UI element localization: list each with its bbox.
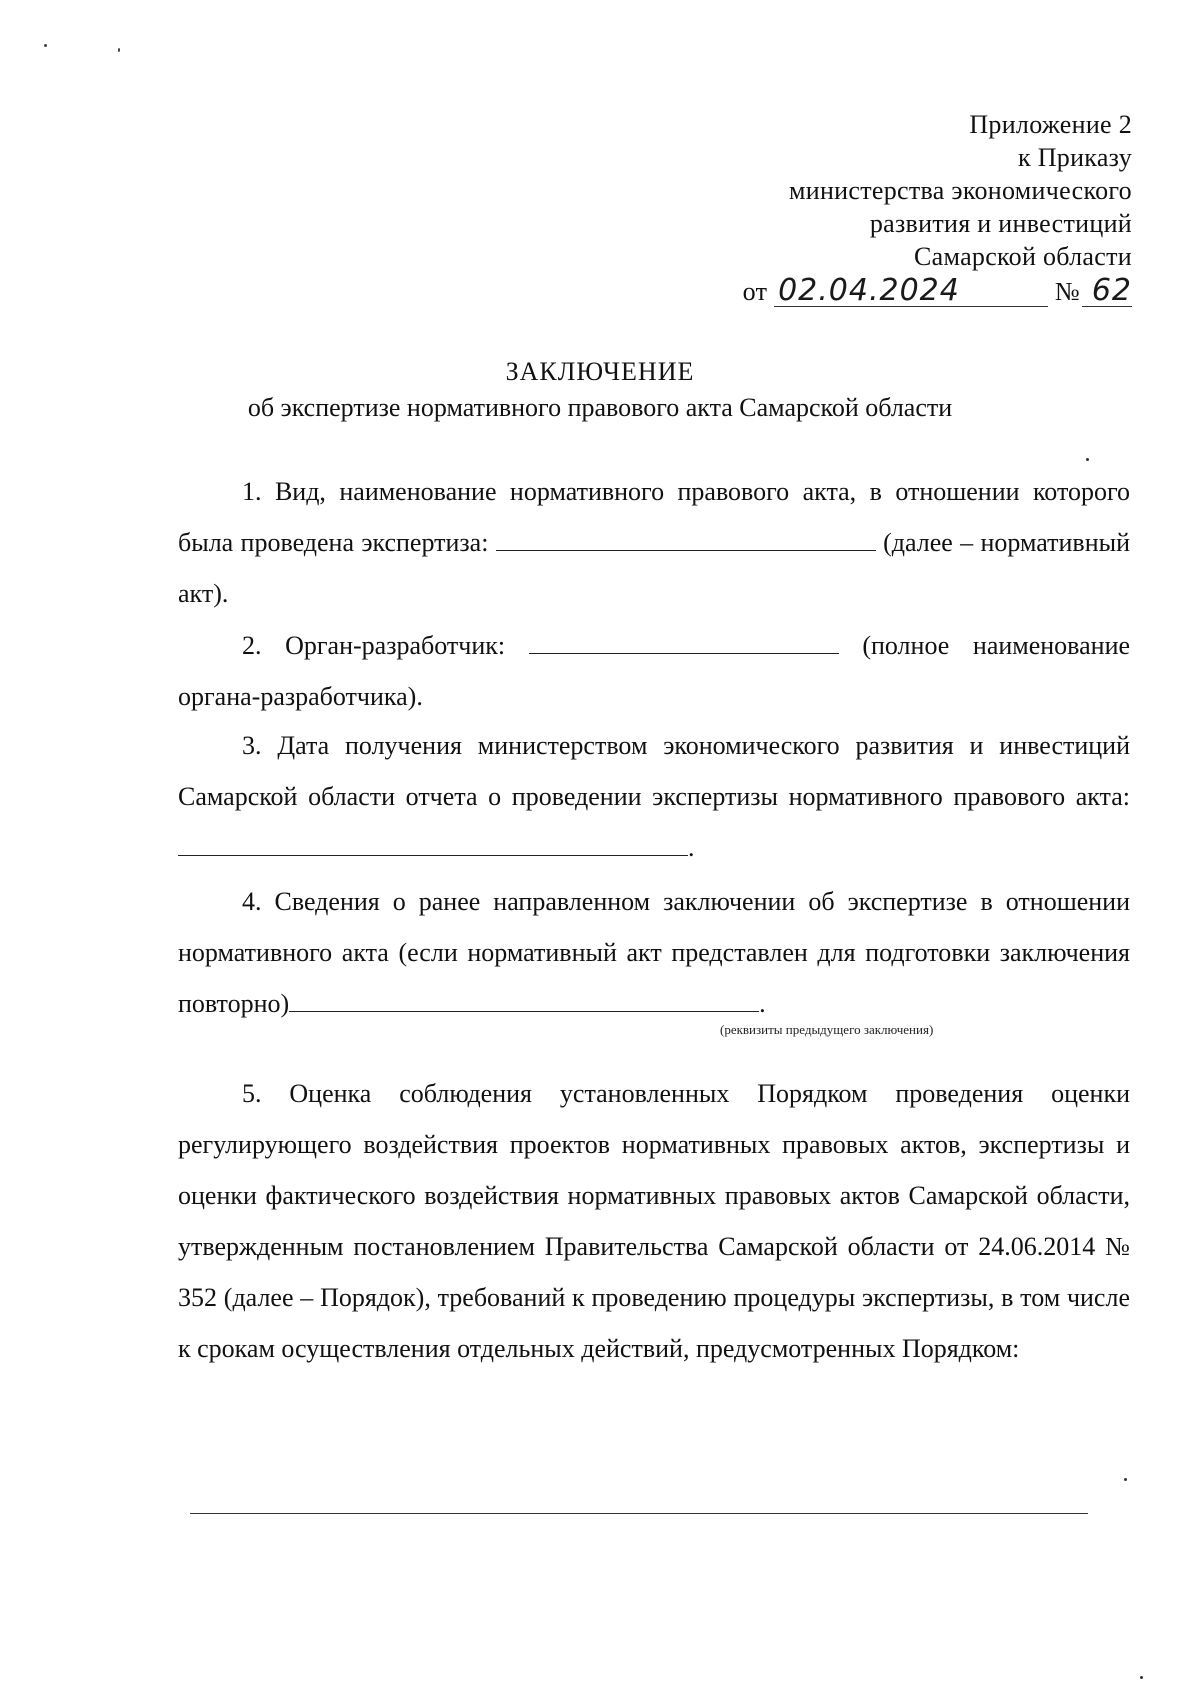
order-reference: к Приказу: [1017, 143, 1132, 172]
section-2: [178, 620, 1130, 722]
scan-speck: [1140, 1676, 1143, 1679]
section-3-text: 3. Дата получения министерством экономического развития и инвестиций Самарской области отчета о проведении экспертизы нормативного правового акта:: [178, 731, 1130, 811]
document-title: ЗАКЛЮЧЕНИЕ: [505, 357, 695, 386]
section-2-suffix: (полное наименование органа-разработчика).: [178, 631, 1131, 711]
appendix-label: Приложение 2: [969, 110, 1132, 139]
scan-speck: [1124, 1478, 1127, 1481]
section-1-text: 1. Вид, наименование нормативного правового акта, в отношении которого была проведена экспертиза:: [178, 477, 1130, 557]
section-2-blank: [529, 635, 839, 654]
ministry-name-line1: министерства экономического: [788, 176, 1132, 205]
section-4: [178, 876, 1130, 1029]
section-4-blank: [289, 993, 759, 1012]
ministry-name-line3: Самарской области: [914, 242, 1132, 271]
section-4-text: 4. Сведения о ранее направленном заключении об экспертизе в отношении нормативного акта (если нормативный акт представлен для подготовки заключения повторно): [178, 887, 1130, 1018]
section-5-answer-line: [190, 1513, 1088, 1514]
scan-speck: [118, 48, 120, 52]
section-5-text: 5. Оценка соблюдения установленных Порядком проведения оценки регулирующего воздействия проектов нормативных правовых актов, экспертизы и оценки фактического воздействия нормативных правовых актов Самарской области, утвержденным постановлением Правительства Самарской области от 24.06.2014 № 352 (далее – Порядок), требований к проведению процедуры экспертизы, в том числе к срокам осуществления отдельных действий, предусмотренных Порядком:: [178, 1079, 1130, 1363]
section-1-suffix: (далее – нормативный акт).: [178, 528, 1131, 608]
order-date-handwritten: 02.04.2024: [774, 276, 1048, 307]
order-number-prefix: №: [1054, 277, 1080, 306]
section-1-blank: [496, 532, 876, 551]
section-2-text: 2. Орган-разработчик:: [242, 631, 506, 660]
section-4-suffix: .: [759, 989, 766, 1018]
document-subtitle: об экспертизе нормативного правового акта Самарской области: [247, 393, 953, 422]
scan-speck: [1086, 458, 1089, 461]
ministry-name-line2: развития и инвестиций: [869, 209, 1132, 238]
section-3-blank: [178, 837, 688, 856]
section-4-caption: (реквизиты предыдущего заключения): [720, 1022, 934, 1037]
section-5: [178, 1068, 1130, 1374]
section-3-suffix: .: [688, 833, 695, 862]
scan-speck: [44, 44, 47, 47]
order-number-handwritten: 62: [1082, 276, 1132, 307]
section-1: [178, 466, 1130, 619]
order-prefix: от: [742, 277, 768, 306]
section-3: [178, 720, 1130, 873]
order-date-number: [743, 275, 1132, 308]
appendix-header: [743, 108, 1132, 308]
